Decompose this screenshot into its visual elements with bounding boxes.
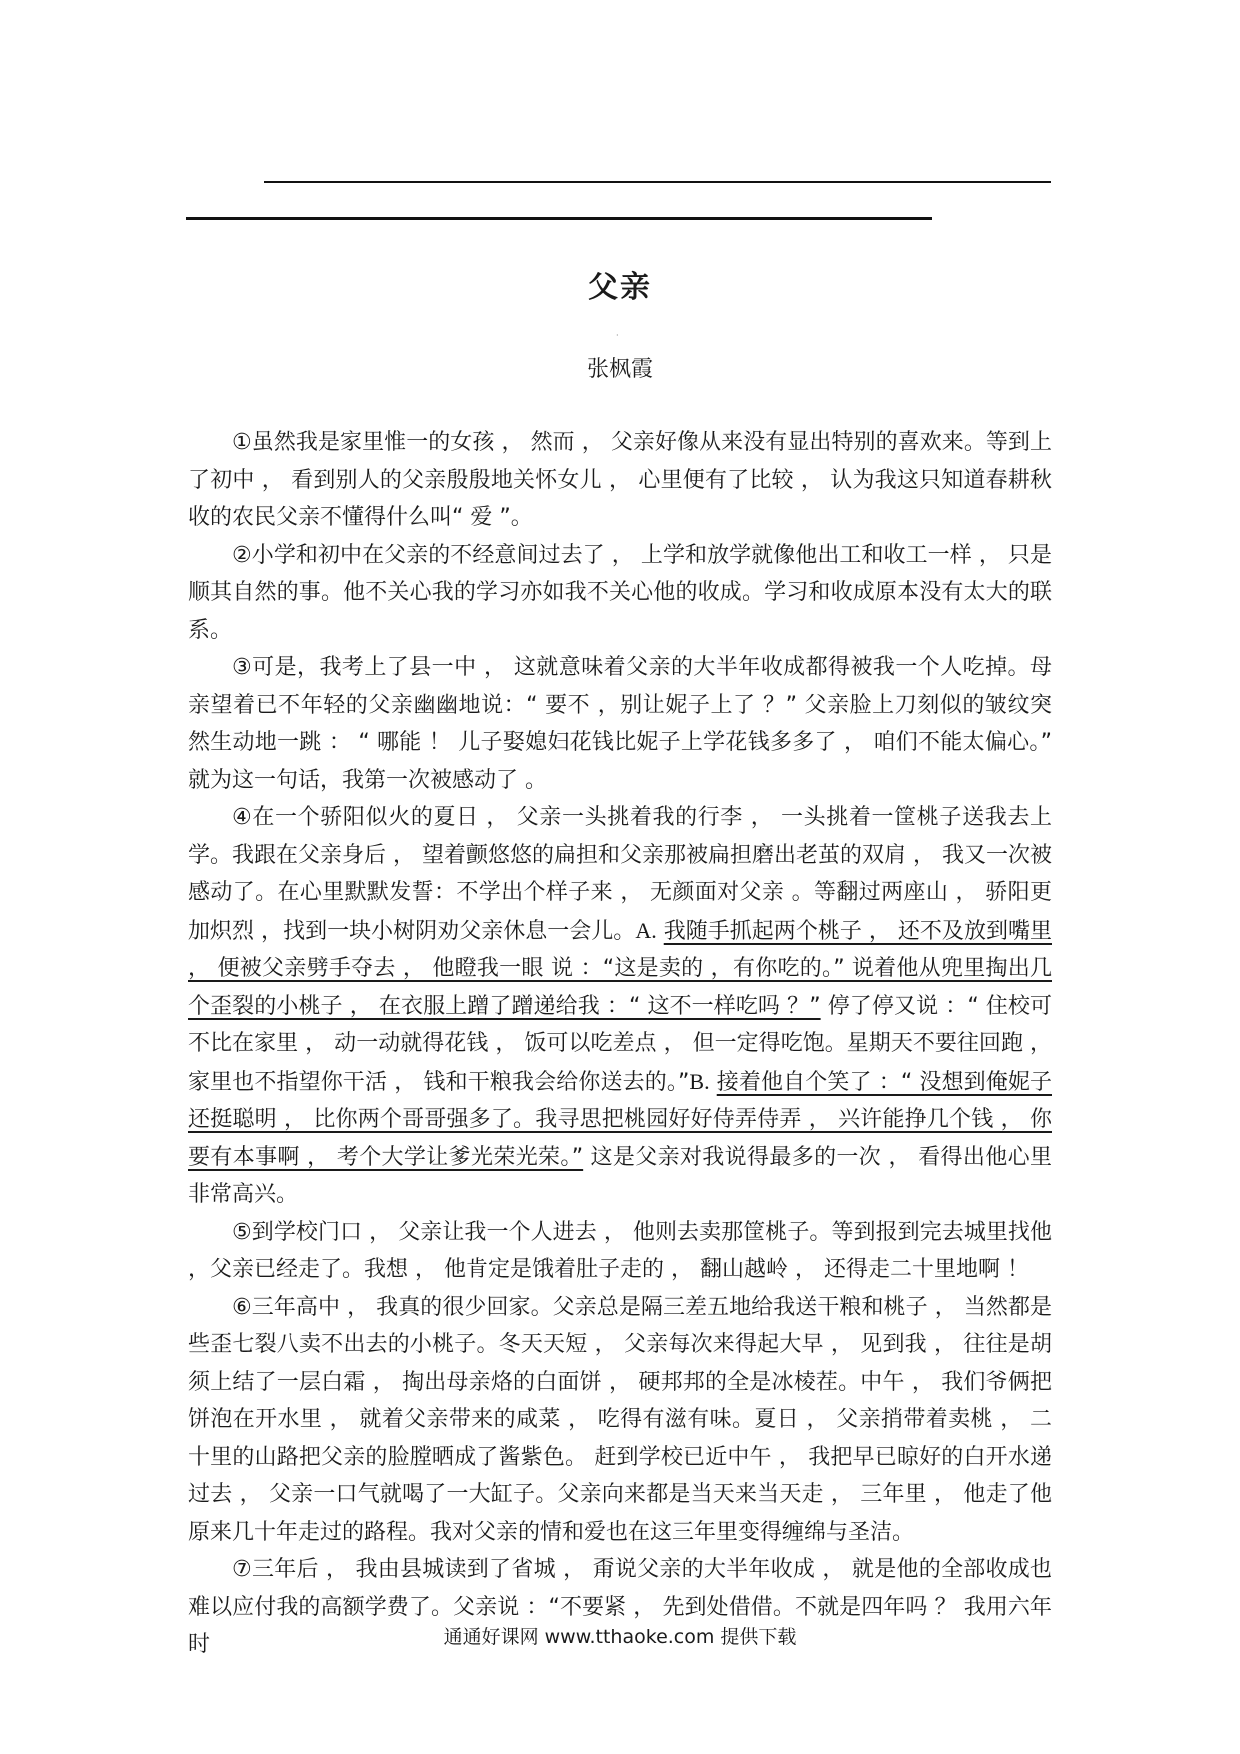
marker-a: A. bbox=[635, 917, 657, 943]
header-rule-top bbox=[264, 181, 1051, 183]
paragraph-6: ⑥三年高中 ， 我真的很少回家。父亲总是隔三差五地给我送干粮和桃子 ， 当然都是些歪七裂八卖不出去的小桃子。冬天天短 ， 父亲每次来得起大早 ， 见到我 ， 往往是胡须上结了一层白霜 ， 掏出母亲烙的白面饼 ， 硬邦邦的全是冰棱茬。中午 ， 我们爷俩把饼泡在开水里 ， 就着父亲带来的咸菜 ， 吃得有滋有味。夏日 ， 父亲捎带着卖桃 ， 二十里的山路把父亲的脸膛晒成了酱紫色。 赶到学校已近中午 ， 我把早已晾好的白开水递过去 ， 父亲一口气就喝了一大缸子。父亲向来都是当天来当天走 ， 三年里 ， 他走了他原来几十年走过的路程。我对父亲的情和爱也在这三年里变得缠绵与圣洁。 bbox=[188, 1294, 1052, 1545]
paragraph-4-text-1: ④在一个骄阳似火的夏日 ， 父亲一头挑着我的行李 ， 一头挑着一筐桃子送我去上学。我跟在父亲身后 ， 望着颤悠悠的扁担和父亲那被扁担磨出老茧的双肩 ， 我又一次被感动了。在心里默默发誓：不学出个样子来 ， 无颜面对父亲 。等翻过两座山 ， 骄阳更加炽烈 ，找到一块小树阴劝父亲休息一会儿。 bbox=[188, 805, 1052, 944]
underlined-passage-a: 我随手抓起两个桃子 ， 还不及放到嘴里 ， 便被父亲劈手夺去 ， 他瞪我一眼 说 ：“这是卖的 ，有你吃的。” 说着他从兜里掏出几个歪裂的小桃子 ， 在衣服上蹭了蹭递给我 ：“ 这不一样吃吗 ？” bbox=[188, 918, 1052, 1019]
paragraph-7: ⑦三年后 ， 我由县城读到了省城 ， 甭说父亲的大半年收成 ， 就是他的全部收成也难以应付我的高额学费了。父亲说 ：“不要紧 ， 先到处借借。不就是四年吗 ？ 我用六年时 bbox=[188, 1557, 1052, 1657]
underlined-passage-b: 接着他自个笑了 ：“ 没想到俺妮子还挺聪明 ， 比你两个哥哥强多了。我寻思把桃园好好侍弄侍弄 ， 兴许能挣几个钱 ， 你要有本事啊 ， 考个大学让爹光荣光荣。” bbox=[188, 1069, 1052, 1170]
marker-b: B. bbox=[689, 1068, 710, 1094]
page-footer: 通通好课网 www.tthaoke.com 提供下载 bbox=[443, 1626, 797, 1648]
decorative-dot: · bbox=[616, 331, 619, 340]
header-rule-bottom bbox=[186, 217, 932, 220]
paragraph-2: ②小学和初中在父亲的不经意间过去了 ， 上学和放学就像他出工和收工一样 ， 只是顺其自然的事。他不关心我的学习亦如我不关心他的收成。学习和收成原本没有太大的联系。 bbox=[188, 542, 1052, 643]
paragraph-4 bbox=[188, 799, 1052, 1214]
author-name: 张枫霞 bbox=[586, 357, 653, 382]
paragraph-1: ①虽然我是家里惟一的女孩 ， 然而 ， 父亲好像从来没有显出特别的喜欢来。等到上了初中 ， 看到别人的父亲殷殷地关怀女儿 ， 心里便有了比较 ， 认为我这只知道春耕秋收的农民父亲不懂得什么叫“ 爱 ”。 bbox=[188, 430, 1052, 530]
page-title: 父亲 bbox=[588, 270, 652, 305]
paragraph-4-text-3: 这是父亲对我说得最多的一次 ， 看得出他心里非常高兴。 bbox=[188, 1144, 1052, 1207]
paragraph-4-text-2: 停了停又说 ：“ 住校可不比在家里 ， 动一动就得花钱 ， 饭可以吃差点 ， 但一定得吃饱。星期天不要往回跑 ， 家里也不指望你干活 ， 钱和干粮我会给你送去的。” bbox=[188, 993, 1053, 1095]
article-body bbox=[188, 424, 1052, 1664]
paragraph-3: ③可是，我考上了县一中 ， 这就意味着父亲的大半年收成都得被我一个人吃掉。母亲望着已不年轻的父亲幽幽地说：“ 要不 ，别让妮子上了 ？” 父亲脸上刀刻似的皱纹突然生动地一跳 ： “ 哪能 ！ 儿子娶媳妇花钱比妮子上学花钱多多了 ， 咱们不能太偏心。” 就为这一句话，我第一次被感动了 。 bbox=[188, 655, 1052, 793]
paragraph-5: ⑤到学校门口 ， 父亲让我一个人进去 ， 他则去卖那筐桃子。等到报到完去城里找他 ，父亲已经走了。我想 ， 他肯定是饿着肚子走的 ， 翻山越岭 ， 还得走二十里地啊 ！ bbox=[188, 1219, 1052, 1282]
